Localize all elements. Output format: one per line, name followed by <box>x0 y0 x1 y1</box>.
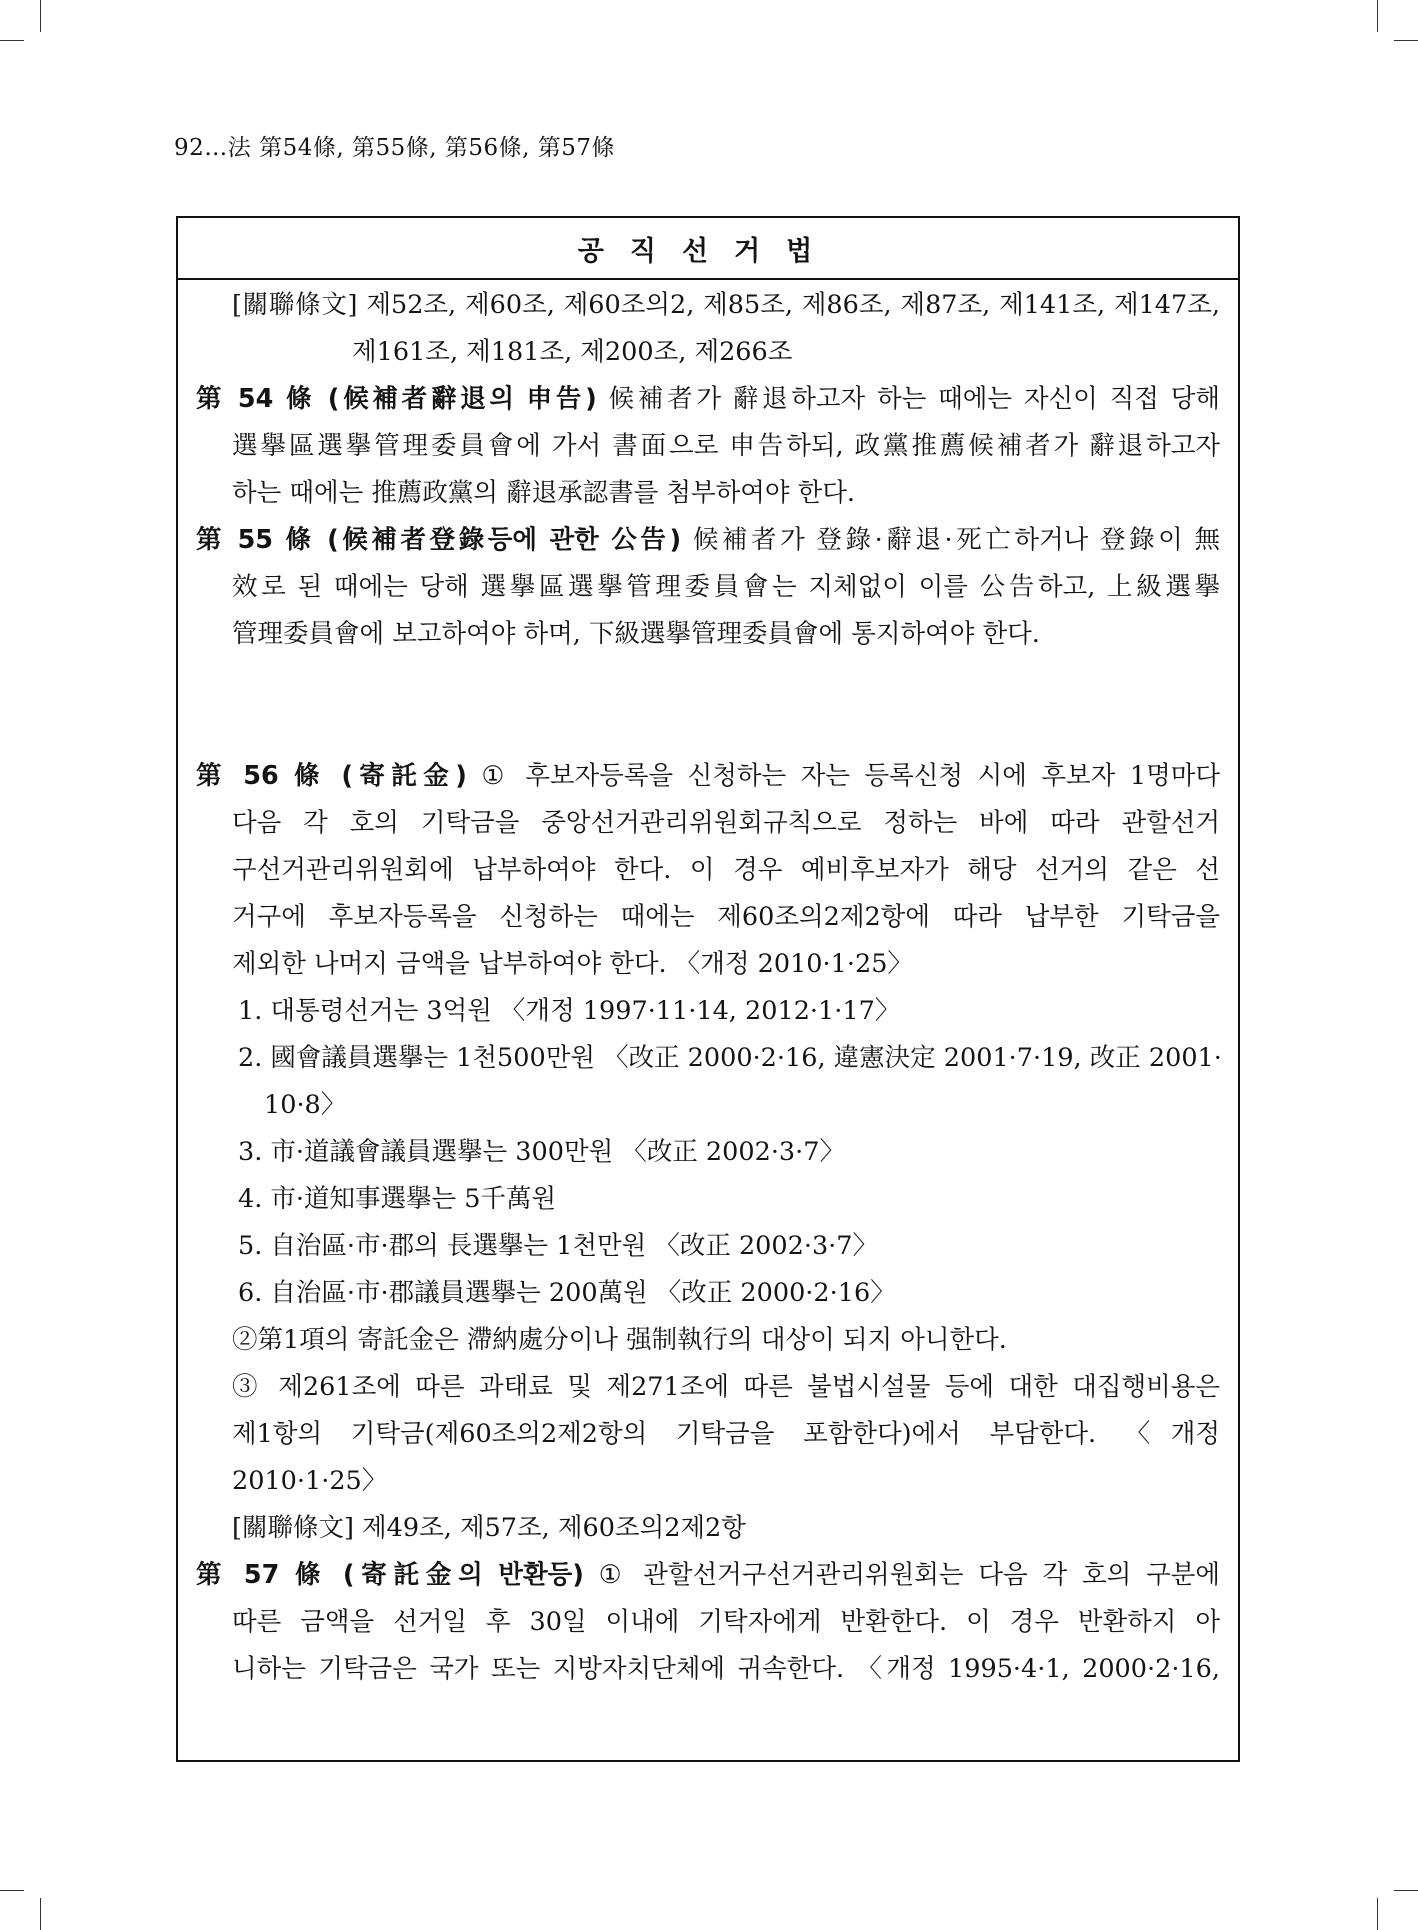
related-articles-line: [關聯條文] 제49조, 제57조, 제60조의2제2항 <box>232 1513 746 1543</box>
article-heading: 第 57 條 (寄託金의 반환등) <box>196 1560 584 1590</box>
article-text: ① 후보자등록을 신청하는 자는 등록신청 시에 후보자 1명마다 <box>481 761 1220 791</box>
article-heading: 第 56 條 (寄託金) <box>196 761 467 791</box>
list-item: 5. 自治區·市·郡의 長選擧는 1천만원 〈改正 2002·3·7〉 <box>238 1231 879 1261</box>
related-label: [關聯條文] <box>232 290 358 320</box>
list-item: 3. 市·道議會議員選擧는 300만원 〈改正 2002·3·7〉 <box>238 1137 845 1167</box>
article-heading: 第 54 條 (候補者辭退의 申告) <box>196 384 597 414</box>
list-item: 6. 自治區·市·郡議員選擧는 200萬원 〈改正 2000·2·16〉 <box>238 1278 896 1308</box>
related-articles-line: 제161조, 제181조, 제200조, 제266조 <box>352 337 793 367</box>
article-text: 管理委員會에 보고하여야 하며, 下級選擧管理委員會에 통지하여야 한다. <box>232 619 1040 649</box>
article-54 <box>196 376 1220 423</box>
paragraph: ③ 제261조에 따른 과태료 및 제271조에 따른 불법시설물 등에 대한 대집행비용은 <box>232 1372 1220 1402</box>
article-text: 따른 금액을 선거일 후 30일 이내에 기탁자에게 반환한다. 이 경우 반환하지 아 <box>232 1607 1220 1637</box>
list-item: 2. 國會議員選擧는 1천500만원 〈改正 2000·2·16, 違憲決定 2001·7·19, 改正 2001· <box>238 1043 1222 1073</box>
crop-mark <box>40 0 41 32</box>
article-56 <box>196 753 1220 800</box>
crop-mark <box>1377 1898 1378 1930</box>
article-heading: 第 55 條 (候補者登錄등에 관한 公告) <box>196 525 682 555</box>
article-text: 제외한 나머지 금액을 납부하여야 한다. 〈개정 2010·1·25〉 <box>232 949 913 979</box>
paragraph: ②第1項의 寄託金은 滯納處分이나 强制執行의 대상이 되지 아니한다. <box>232 1325 1007 1355</box>
crop-mark <box>1394 1890 1418 1891</box>
law-text-box <box>176 216 1240 1762</box>
running-head: 92…法 第54條, 第55條, 第56條, 第57條 <box>174 135 616 161</box>
paragraph: 제1항의 기탁금(제60조의2제2항의 기탁금을 포함한다)에서 부담한다. 〈개정 <box>232 1419 1220 1449</box>
paragraph: 2010·1·25〉 <box>232 1466 388 1496</box>
article-text: 候補者가 辭退하고자 하는 때에는 자신이 직접 당해 <box>608 384 1220 414</box>
article-text: 구선거관리위원회에 납부하여야 한다. 이 경우 예비후보자가 해당 선거의 같은 선 <box>232 855 1220 885</box>
blank-space <box>196 658 1220 753</box>
crop-mark <box>0 1890 24 1891</box>
box-title: 공직선거법 <box>178 218 1238 280</box>
article-text: 다음 각 호의 기탁금을 중앙선거관리위원회규칙으로 정하는 바에 따라 관할선거 <box>232 808 1220 838</box>
list-item: 4. 市·道知事選擧는 5千萬원 <box>238 1184 557 1214</box>
article-text: ① 관할선거구선거관리위원회는 다음 각 호의 구분에 <box>598 1560 1221 1590</box>
article-57 <box>196 1552 1220 1599</box>
article-text: 候補者가 登錄·辭退·死亡하거나 登錄이 無 <box>692 525 1220 555</box>
article-text: 니하는 기탁금은 국가 또는 지방자치단체에 귀속한다. 〈개정 1995·4·1, 2000·2·16, <box>232 1654 1220 1684</box>
box-content <box>178 280 1238 1693</box>
list-item: 1. 대통령선거는 3억원 〈개정 1997·11·14, 2012·1·17〉 <box>238 996 901 1026</box>
crop-mark <box>1394 40 1418 41</box>
related-articles-line <box>196 282 1220 329</box>
article-text: 選擧區選擧管理委員會에 가서 書面으로 申告하되, 政黨推薦候補者가 辭退하고자 <box>232 431 1220 461</box>
related-articles: 제52조, 제60조, 제60조의2, 제85조, 제86조, 제87조, 제141조, 제147조, <box>366 290 1220 320</box>
crop-mark <box>1377 0 1378 32</box>
article-text: 하는 때에는 推薦政黨의 辭退承認書를 첨부하여야 한다. <box>232 478 855 508</box>
crop-mark <box>0 40 24 41</box>
list-item-continued: 10·8〉 <box>264 1090 347 1120</box>
article-text: 效로 된 때에는 당해 選擧區選擧管理委員會는 지체없이 이를 公告하고, 上級選擧 <box>232 572 1220 602</box>
article-55 <box>196 517 1220 564</box>
crop-mark <box>40 1898 41 1930</box>
article-text: 거구에 후보자등록을 신청하는 때에는 제60조의2제2항에 따라 납부한 기탁금을 <box>232 902 1220 932</box>
